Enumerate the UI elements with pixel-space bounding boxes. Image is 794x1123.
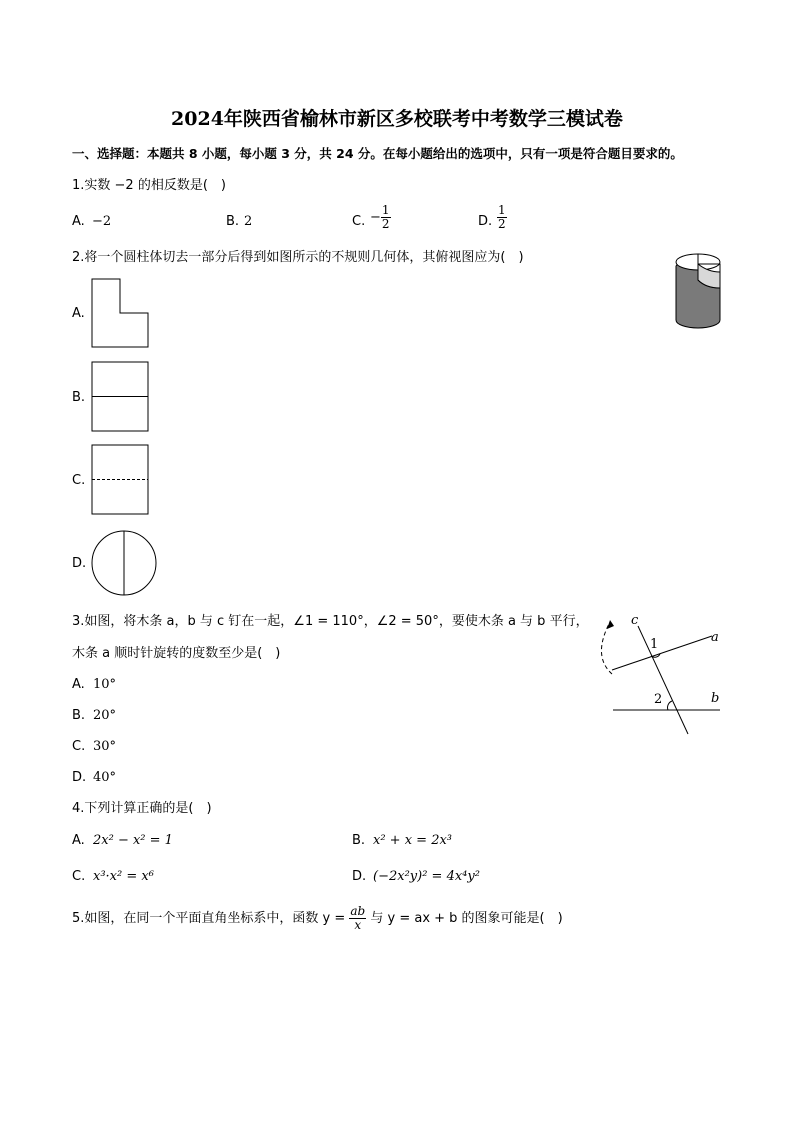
q1-c-denominator: 2 — [381, 217, 390, 231]
q4-option-c: x³·x² = x⁶ — [93, 869, 154, 884]
q4-option-c-label: C. — [72, 869, 86, 884]
q1-option-d — [497, 204, 507, 231]
q1-option-d-label: D. — [478, 214, 493, 229]
q5-fraction-denominator: x — [354, 918, 362, 932]
q5-stem-pre: 5.如图，在同一个平面直角坐标系中，函数 y = — [72, 911, 350, 926]
question-4-stem: 4.下列计算正确的是( ) — [72, 801, 212, 816]
q3-option-a-label: A. — [72, 677, 85, 692]
q1-option-a-label: A. — [72, 214, 85, 229]
q3-option-a: 10° — [93, 677, 117, 692]
q1-option-c — [370, 204, 391, 231]
q4-option-b: x² + x = 2x³ — [373, 833, 453, 848]
q1-option-b-label: B. — [226, 214, 240, 229]
q2-option-b-shape — [91, 361, 151, 433]
q3-fig-label-a: a — [711, 630, 719, 645]
q2-option-d-shape — [91, 530, 159, 598]
q2-option-a-shape — [91, 278, 151, 350]
q1-option-b: 2 — [244, 214, 253, 229]
q4-option-a: 2x² − x² = 1 — [93, 833, 173, 848]
q3-parallel-lines-figure — [590, 612, 730, 738]
q5-stem-post: 与 y = ax + b 的图象可能是( ) — [366, 911, 563, 926]
q3-fig-label-b: b — [711, 691, 720, 706]
question-3-line1: 3.如图，将木条 a，b 与 c 钉在一起，∠1 = 110°，∠2 = 50°，要使木条 a 与 b 平行， — [72, 614, 589, 629]
q1-c-numerator: 1 — [381, 203, 390, 217]
q1-option-c-label: C. — [352, 214, 366, 229]
q1-c-fraction — [381, 204, 391, 231]
q4-option-d-label: D. — [352, 869, 367, 884]
q3-option-c: 30° — [93, 739, 117, 754]
q2-option-b-label: B. — [72, 390, 86, 405]
section-header: 一、选择题：本题共 8 小题，每小题 3 分，共 24 分。在每小题给出的选项中，只有一项是符合题目要求的。 — [72, 146, 683, 161]
q2-option-c-shape — [91, 444, 151, 516]
q4-option-a-label: A. — [72, 833, 85, 848]
q1-d-denominator: 2 — [498, 217, 506, 231]
q5-fraction — [349, 905, 366, 932]
q3-fig-label-c: c — [631, 613, 639, 628]
q3-fig-angle-2: 2 — [654, 692, 663, 707]
q4-option-d: (−2x²y)² = 4x⁴y² — [373, 869, 480, 884]
q3-option-d-label: D. — [72, 770, 87, 785]
q2-option-a-label: A. — [72, 306, 85, 321]
q3-fig-angle-1: 1 — [650, 637, 659, 652]
q3-option-c-label: C. — [72, 739, 86, 754]
page-title: 2024年陕西省榆林市新区多校联考中考数学三模试卷 — [171, 108, 623, 130]
q2-option-d-label: D. — [72, 556, 87, 571]
question-5-stem — [72, 903, 563, 935]
q3-option-d: 40° — [93, 770, 117, 785]
q3-option-b: 20° — [93, 708, 117, 723]
question-1-stem: 1.实数 −2 的相反数是( ) — [72, 178, 226, 193]
q5-fraction-numerator: ab — [350, 904, 366, 918]
q2-option-c-label: C. — [72, 473, 86, 488]
q1-c-sign: − — [370, 210, 381, 225]
q1-d-fraction — [497, 204, 507, 231]
cut-cylinder-figure — [672, 250, 724, 334]
q1-d-numerator: 1 — [498, 203, 506, 217]
question-2-stem: 2.将一个圆柱体切去一部分后得到如图所示的不规则几何体，其俯视图应为( ) — [72, 250, 524, 265]
question-3-line2: 木条 a 顺时针旋转的度数至少是( ) — [72, 646, 281, 661]
q3-option-b-label: B. — [72, 708, 86, 723]
q4-option-b-label: B. — [352, 833, 366, 848]
q1-option-a: −2 — [92, 214, 112, 229]
